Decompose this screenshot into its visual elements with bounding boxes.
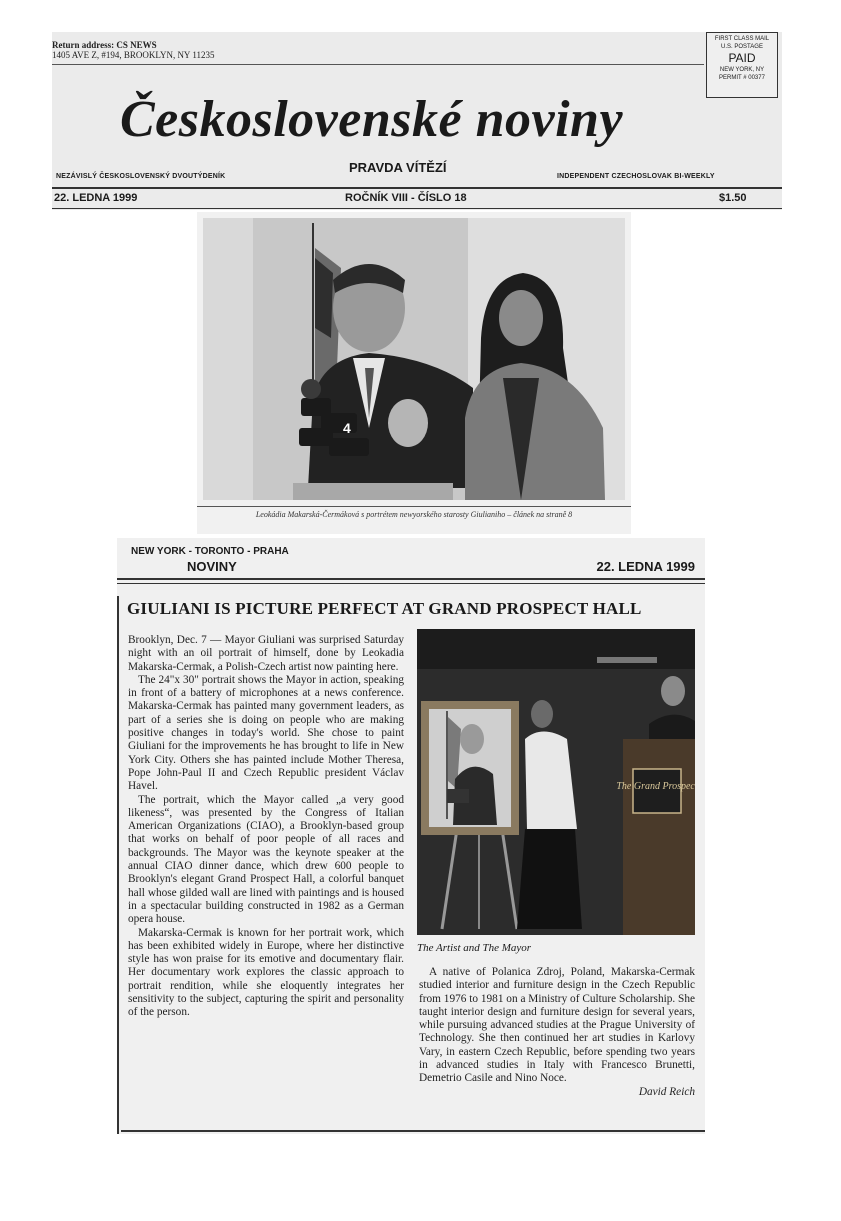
article-headline: GIULIANI IS PICTURE PERFECT AT GRAND PROSPECT HALL [127, 599, 642, 618]
article-paragraph: Brooklyn, Dec. 7 — Mayor Giuliani was surprised Saturday night with an oil portrait of himself, done by Leokadia Makarska-Cermak, a Polish-Czech artist now painting here. [128, 634, 404, 673]
postage-line: NEW YORK, NY [719, 67, 765, 73]
return-address-line: 1405 AVE Z, #194, BROOKLYN, NY 11235 [52, 50, 215, 60]
postage-paid: PAID [728, 51, 756, 65]
divider [197, 506, 631, 507]
divider [117, 583, 705, 584]
article-paragraph: The 24"x 30" portrait shows the Mayor in action, speaking in front of a battery of microphones at a news conference. Makarska-Cermak has painted many government leaders, as part of a series she is doing on people who are making positive changes in today's world. She chose to paint Giuliani for the improvements he has brought to life in New York City. Others she has painted include Mother Theresa, Pope John-Paul II and Czech Republic president Václav Havel. [128, 673, 404, 793]
newspaper-masthead [52, 32, 782, 210]
issue-number: ROČNÍK VIII - ČÍSLO 18 [345, 192, 467, 204]
article-paragraph: The portrait, which the Mayor called „a very good likeness“, was presented by the Congress of Italian American Organizations (CIAO), a Brooklyn-based group that works on behalf of poor people of all races and backgrounds. The Mayor was the keynote speaker at the annual CIAO dinner dance, which drew 600 people to Brooklyn's elegant Grand Prospect Hall, a colorful banquet hall whose gilded wall are lined with paintings and is housed in a spectacular building constructed in 1982 as a German opera house. [128, 793, 404, 926]
photo-mayor-and-artist [203, 218, 625, 500]
article-paragraph: A native of Polanica Zdroj, Poland, Makarska-Cermak studied interior and furniture design in the Czech Republic from 1976 to 1981 on a Ministry of Culture Scholarship. She taught interior design and furniture design for several years, while pursuing advanced studies at the Prague University of Technology. She then continued her art studies in Karlovy Vary, in eastern Czech Republic, before spending two years in advanced studies in Italy with Francesco Brunetti, Demetrio Casile and Nino Noce. [419, 966, 695, 1085]
article-byline: David Reich [638, 1085, 695, 1098]
front-photo [197, 212, 631, 534]
newspaper-title: Československé noviny [120, 91, 624, 148]
tagline-czech: NEZÁVISLÝ ČESKOSLOVENSKÝ DVOUTÝDENÍK [56, 173, 226, 180]
postage-stamp-box [706, 32, 778, 98]
article-header-date: 22. LEDNA 1999 [596, 559, 695, 574]
column-rule [117, 596, 119, 1134]
article-clipping [117, 538, 705, 1134]
postage-line: FIRST CLASS MAIL [714, 36, 770, 42]
mic-channel-label: 4 [343, 420, 351, 436]
divider [121, 1130, 705, 1132]
photo-artist-and-mayor [417, 629, 695, 935]
article-photo [417, 629, 695, 935]
article-header-cities: NEW YORK - TORONTO - PRAHA [131, 546, 289, 557]
photo-caption: Leokádia Makarská-Čermáková s portrétem newyorského starosty Giulianiho – článek na straně 8 [255, 510, 573, 519]
article-photo-caption: The Artist and The Mayor [417, 942, 532, 954]
article-paragraph: Makarska-Cermak is known for her portrait work, which has been exhibited widely in Europe, where her distinctive style has won praise for its emotive and documentary flair. Her documentary work explores the classic approach to portrait rendition, while she eloquently integrates her sensitivity to the subject, capturing the spirit and personality of the person. [128, 926, 404, 1019]
return-address [52, 40, 215, 60]
newspaper-motto: PRAVDA VÍTĚZÍ [349, 160, 447, 175]
postage-permit: PERMIT # 00377 [719, 75, 765, 81]
return-label: Return address: CS NEWS [52, 40, 157, 50]
article-header-name: NOVINY [187, 559, 237, 574]
article-body-right [419, 966, 695, 1099]
divider [117, 578, 705, 580]
article-body-left [128, 634, 404, 1020]
issue-date: 22. LEDNA 1999 [54, 192, 138, 204]
postage-line: U.S. POSTAGE [721, 44, 763, 50]
divider [52, 187, 782, 189]
divider [52, 208, 782, 209]
tagline-english: INDEPENDENT CZECHOSLOVAK BI-WEEKLY [557, 173, 715, 180]
divider [52, 64, 704, 65]
podium-sign: The Grand Prospect [616, 781, 695, 792]
issue-price: $1.50 [719, 192, 747, 204]
